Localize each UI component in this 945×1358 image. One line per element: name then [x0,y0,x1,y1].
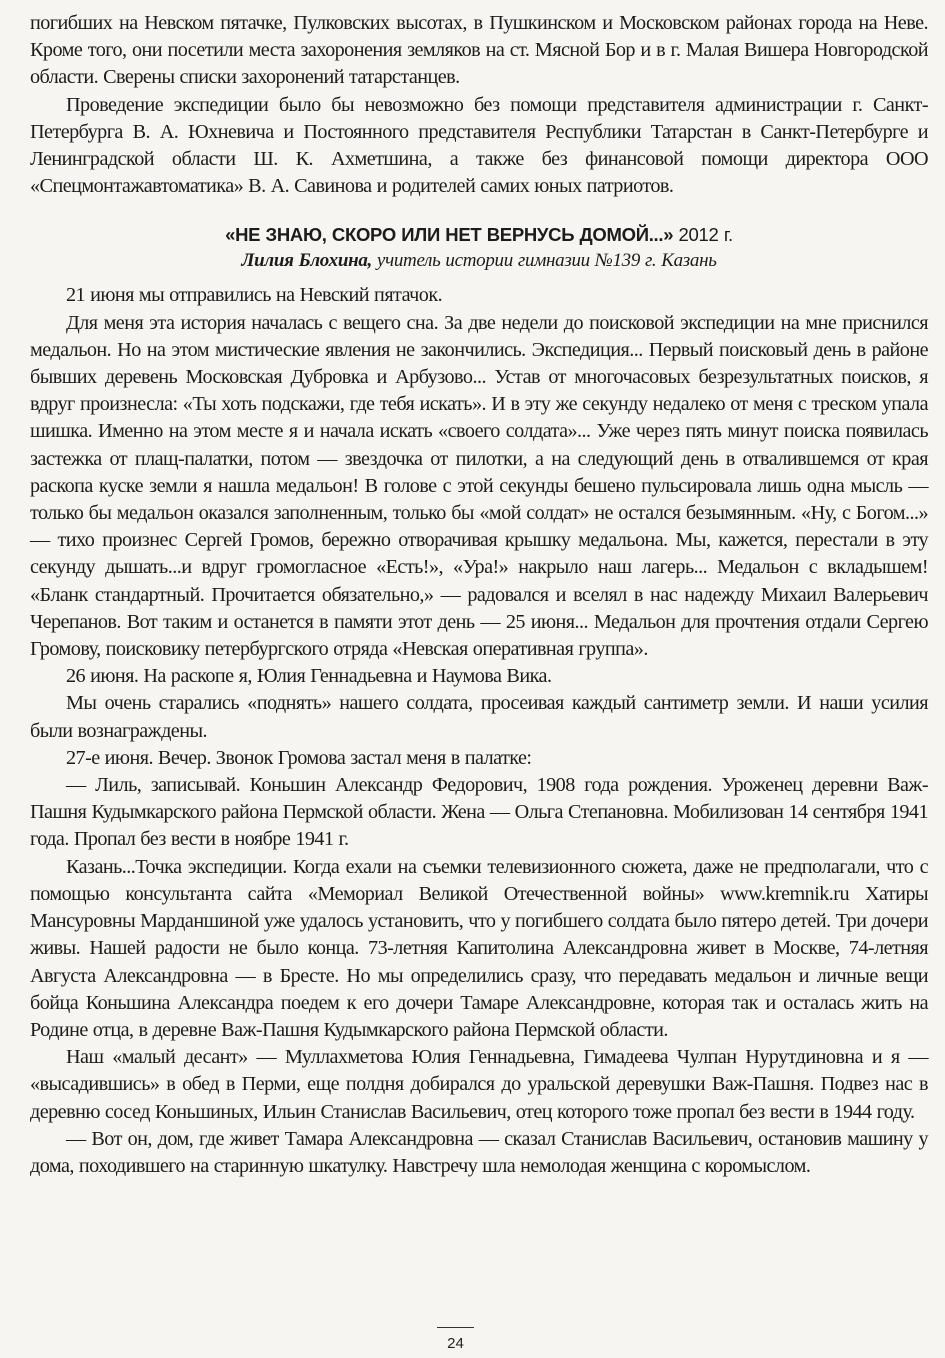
article-paragraph: 26 июня. На раскопе я, Юлия Геннадьевна и Наумова Вика. [66,665,552,688]
article-paragraph: Мы очень старались «поднять» нашего солдата, просеивая каждый сантиметр земли. И наши усилия были вознаграждены. [30,692,928,742]
page-body [30,10,928,1180]
article-paragraph: Для меня эта история началась с вещего сна. За две недели до поисковой экспедиции на мне приснился медальон. Но на этом мистические явления не закончились. Экспедиция... Первый поисковый день в районе бывших деревень Московская Дубровка и Арбузово... Устав от многочасовых безрезультатных поисков, я вдруг произнесла: «Ты хоть подскажи, где тебя искать». И в эту же секунду недалеко от меня с треском упала шишка. Именно на этом месте я и начала искать «своего солдата»... Уже через пять минут поиска появилась застежка от плащ-палатки, потом — звездочка от пилотки, а на следующий день в отвалившемся от края раскопа куске земли я нашла медальон! В голове с этой секунды бешено пульсировала лишь одна мысль — только бы медальон оказался заполненным, только бы «мой солдат» не остался безымянным. «Ну, с Богом...» — тихо произнес Сергей Громов, бережно отворачивая крышку медальона. Мы, кажется, перестали в эту секунду дышать...и вдруг громогласное «Есть!», «Ура!» накрыло наш лагерь... Медальон с вкладышем! «Бланк стандартный. Прочитается обязательно,» — радовался и вселял в нас надежду Михаил Валерьевич Черепанов. Вот таким и останется в памяти этот день — 25 июня... Медальон для прочтения отдали Сергею Громову, поисковику петербургского отряда «Невская оперативная группа». [30,311,928,661]
article-year: 2012 г. [673,224,733,246]
article-paragraph: 27-е июня. Вечер. Звонок Громова застал меня в палатке: [66,746,532,769]
intro-paragraph-2: Проведение экспедиции было бы невозможно без помощи представителя администрации г. Санкт-Петербурга В. А. Юхневича и Постоянного представителя Республики Татарстан в Санкт-Петербурге и Ленинградской области Ш. К. Ахметшина, а также без финансовой помощи директора ООО «Спецмонтажавтоматика» В. А. Савинова и родителей самих юных патриотов. [30,93,928,198]
article-author-role: учитель истории гимназии №139 г. Казань [371,250,717,272]
article-paragraph: Наш «малый десант» — Муллахметова Юлия Геннадьевна, Гимадеева Чулпан Нурутдиновна и я — «высадившись» в обед в Перми, еще полдня добирался до уральской деревушки Важ-Пашня. Подвез нас в деревню сосед Коньшиных, Ильин Станислав Васильевич, отец которого тоже пропал без вести в 1944 году. [30,1046,928,1123]
article-heading [30,222,928,248]
article-paragraph: Казань...Точка экспедиции. Когда ехали на съемки телевизионного сюжета, даже не предполагали, что с помощью консультанта сайта «Мемориал Великой Отечественной войны» www.kremnik.ru Хатиры Мансуровны Марданшиной уже удалось установить, что у погибшего солдата было пятеро детей. Три дочери живы. Нашей радости не было конца. 73-летняя Капитолина Александровна живет в Москве, 74-летняя Августа Александровна — в Бресте. Но мы определились сразу, что передавать медальон и личные вещи бойца Коньшина Александра поедем к его дочери Тамаре Александровне, которая так и осталась жить на Родине отца, в деревне Важ-Пашня Кудымкарского района Пермской области. [30,855,928,1041]
article-paragraph: 21 июня мы отправились на Невский пятачок. [66,284,443,307]
article-paragraph: — Вот он, дом, где живет Тамара Александровна — сказал Станислав Васильевич, остановив машину у дома, походившего на старинную шкатулку. Навстречу шла немолодая женщина с коромыслом. [30,1127,928,1177]
footer-rule [437,1327,474,1328]
article-paragraph: — Лиль, записывай. Коньшин Александр Федорович, 1908 года рождения. Уроженец деревни Важ-Пашня Кудымкарского района Пермской области. Жена — Ольга Степановна. Мобилизован 14 сентября 1941 года. Пропал без вести в ноябре 1941 г. [30,774,928,851]
article-title: «НЕ ЗНАЮ, СКОРО ИЛИ НЕТ ВЕРНУСЬ ДОМОЙ...» [225,224,674,246]
intro-paragraph-1: погибших на Невском пятачке, Пулковских высотах, в Пушкинском и Московском районах города на Неве. Кроме того, они посетили места захоронения земляков на ст. Мясной Бор и в г. Малая Вишера Новгородской области. Сверены списки захоронений татарстанцев. [30,12,928,89]
page-number: 24 [447,1335,464,1352]
article-author: Лилия Блохина, [241,250,372,272]
article-byline [30,248,928,274]
